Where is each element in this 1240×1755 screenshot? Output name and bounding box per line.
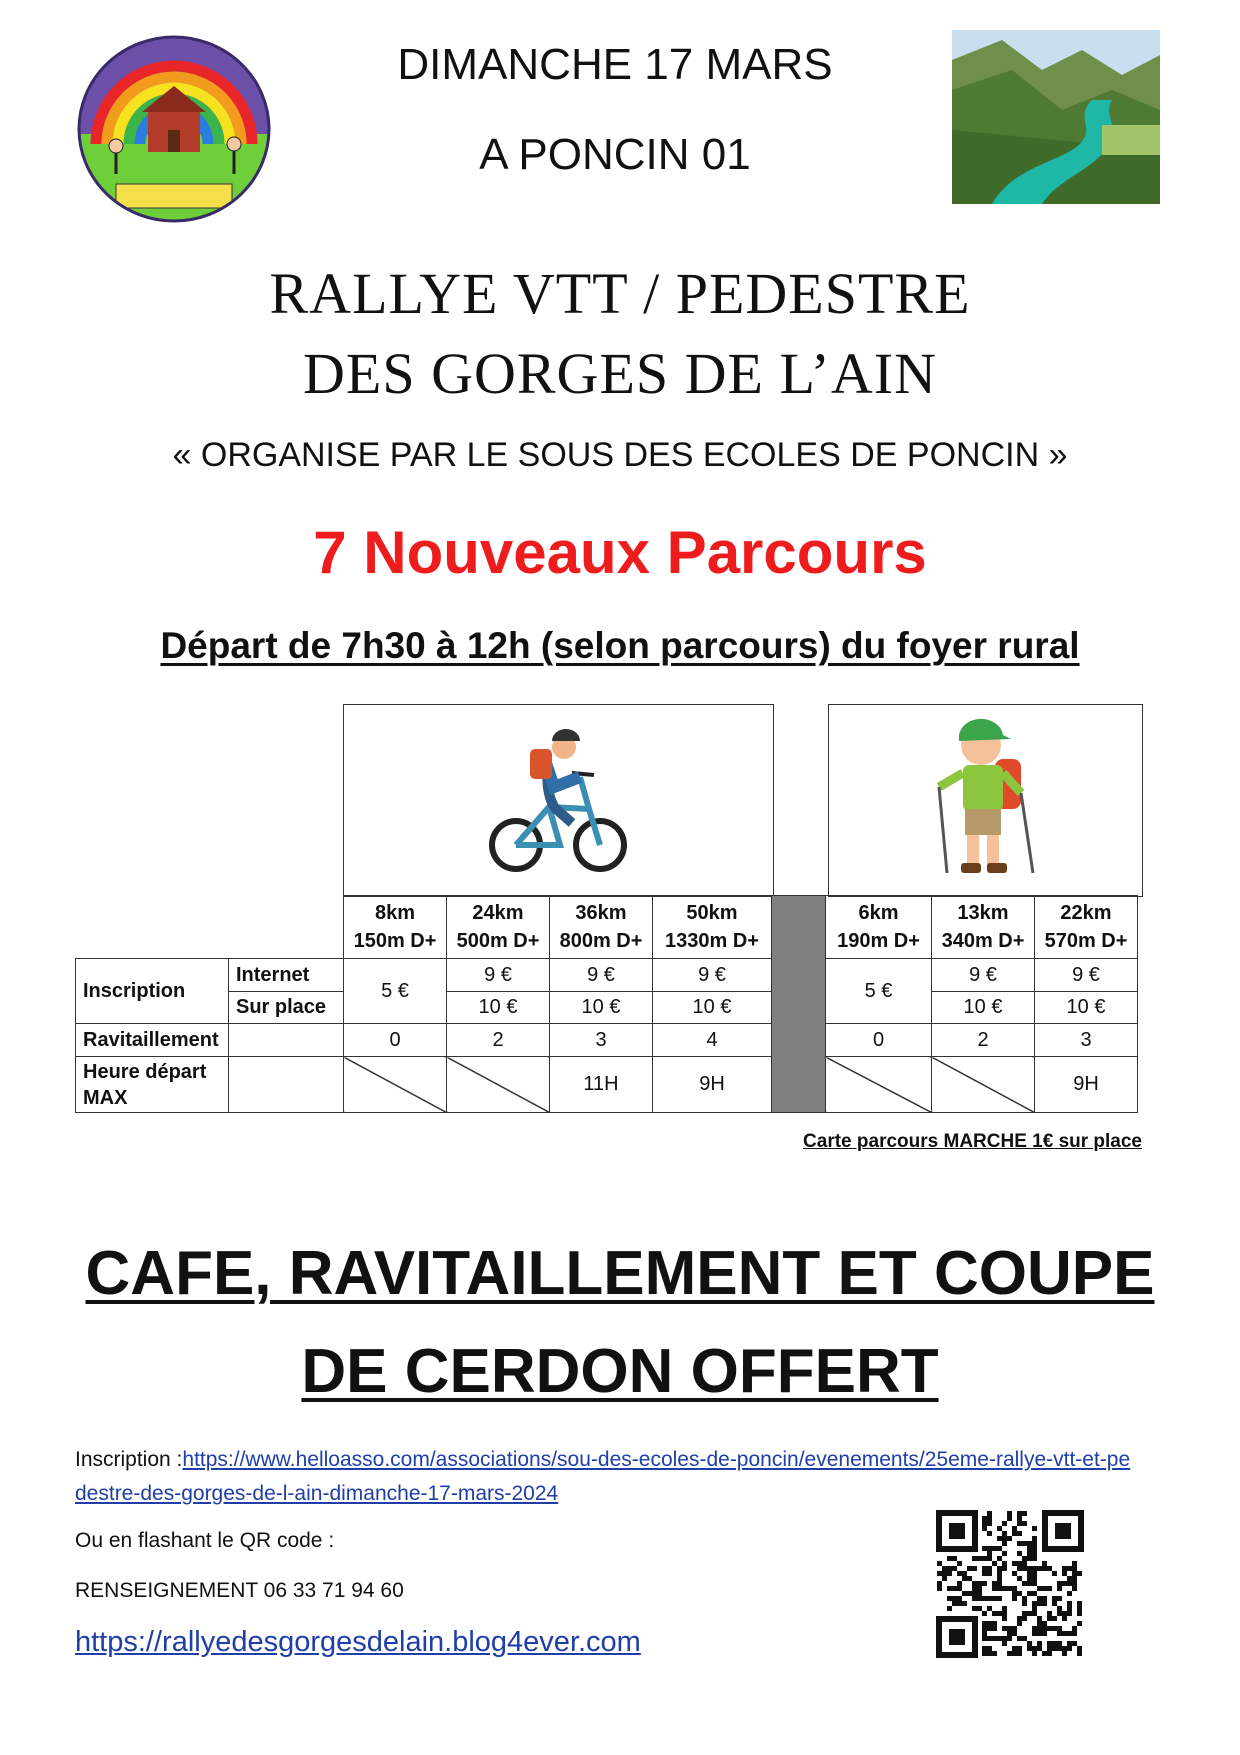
table-row (76, 959, 1138, 992)
ravito-cell: 3 (550, 1024, 653, 1057)
ravito-cell: 0 (344, 1024, 447, 1057)
label-internet: Internet (229, 959, 344, 992)
ravito-cell: 4 (653, 1024, 772, 1057)
table-row (76, 1057, 1138, 1113)
price-cell: 5 € (826, 959, 932, 1024)
start-time-cell: 9H (653, 1057, 772, 1113)
qr-instruction: Ou en flashant le QR code : (75, 1529, 335, 1552)
walk-route-22km: 22km 570m D+ (1035, 896, 1138, 959)
mountain-biker-icon (344, 705, 772, 895)
event-date: DIMANCHE 17 MARS (397, 40, 833, 89)
headline-new-routes: 7 Nouveaux Parcours (313, 519, 927, 586)
departure-info: Départ de 7h30 à 12h (selon parcours) du foyer rural (160, 625, 1080, 666)
price-cell: 9 € (447, 959, 550, 992)
table-row (76, 1024, 1138, 1057)
table-row (76, 896, 1138, 959)
ravito-cell: 2 (447, 1024, 550, 1057)
river-gorge-photo (952, 30, 1160, 204)
label-sur-place: Sur place (229, 992, 344, 1024)
start-time-cell (344, 1057, 447, 1113)
start-time-cell (826, 1057, 932, 1113)
start-time-cell (447, 1057, 550, 1113)
start-time-cell: 11H (550, 1057, 653, 1113)
price-cell: 10 € (1035, 992, 1138, 1024)
inscription-info (75, 1443, 1135, 1511)
price-cell: 10 € (447, 992, 550, 1024)
organizer-line: « ORGANISE PAR LE SOUS DES ECOLES DE PONCIN » (172, 436, 1068, 474)
walk-route-13km: 13km 340m D+ (932, 896, 1035, 959)
hiker-icon (829, 705, 1141, 895)
label-inscription: Inscription (76, 959, 229, 1024)
price-cell: 9 € (550, 959, 653, 992)
start-time-cell (932, 1057, 1035, 1113)
price-cell: 5 € (344, 959, 447, 1024)
event-place: A PONCIN 01 (479, 130, 751, 179)
vtt-route-36km: 36km 800m D+ (550, 896, 653, 959)
label-heure-depart: Heure départ MAX (76, 1057, 229, 1113)
offer-banner-line2: DE CERDON OFFERT (301, 1337, 939, 1406)
price-cell: 10 € (653, 992, 772, 1024)
inscription-label: Inscription : (75, 1448, 183, 1471)
rainbow-school-logo (76, 34, 272, 224)
ravito-cell: 0 (826, 1024, 932, 1057)
bike-picture-box (343, 704, 774, 897)
separator-column (772, 896, 826, 1113)
ravito-cell: 3 (1035, 1024, 1138, 1057)
price-cell: 9 € (932, 959, 1035, 992)
event-title-line1: RALLYE VTT / PEDESTRE (269, 261, 971, 326)
label-ravitaillement: Ravitaillement (76, 1024, 229, 1057)
ravito-cell: 2 (932, 1024, 1035, 1057)
tarif-table (75, 895, 1138, 1113)
map-note: Carte parcours MARCHE 1€ sur place (803, 1131, 1142, 1152)
table-row (76, 992, 1138, 1024)
phone-info: RENSEIGNEMENT 06 33 71 94 60 (75, 1579, 404, 1602)
hiker-picture-box (828, 704, 1143, 897)
vtt-route-24km: 24km 500m D+ (447, 896, 550, 959)
price-cell: 9 € (653, 959, 772, 992)
price-cell: 9 € (1035, 959, 1138, 992)
website-link[interactable]: https://rallyedesgorgesdelain.blog4ever.com (75, 1626, 641, 1658)
event-title-line2: DES GORGES DE L’AIN (303, 341, 937, 406)
inscription-link[interactable]: https://www.helloasso.com/associations/sou-des-ecoles-de-poncin/evenements/25eme-rallye-vtt-et-pedestre-des-gorges-de-l-ain-dimanche-17-mars-2024 (75, 1448, 1131, 1505)
price-cell: 10 € (932, 992, 1035, 1024)
walk-route-6km: 6km 190m D+ (826, 896, 932, 959)
price-cell: 10 € (550, 992, 653, 1024)
vtt-route-8km: 8km 150m D+ (344, 896, 447, 959)
qr-code[interactable] (936, 1510, 1084, 1658)
vtt-route-50km: 50km 1330m D+ (653, 896, 772, 959)
start-time-cell: 9H (1035, 1057, 1138, 1113)
offer-banner-line1: CAFE, RAVITAILLEMENT ET COUPE (85, 1239, 1155, 1308)
